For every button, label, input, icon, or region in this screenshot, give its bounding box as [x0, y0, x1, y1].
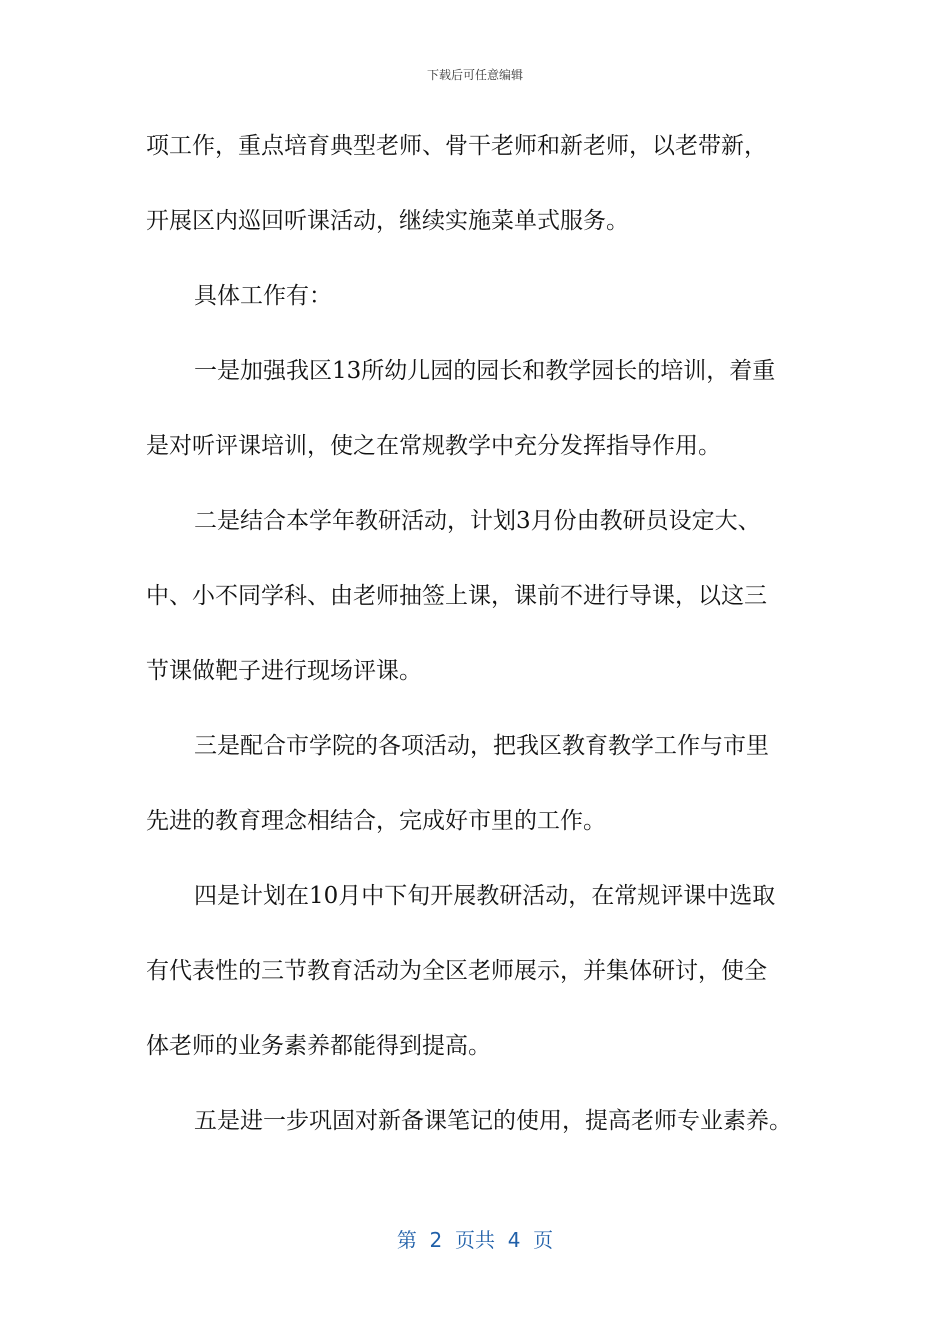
text-line: 先进的教育理念相结合，完成好市里的工作。: [146, 808, 606, 834]
text-line: 体老师的业务素养都能得到提高。: [146, 1033, 491, 1059]
text-line: 中、小不同学科、由老师抽签上课，课前不进行导课，以这三: [146, 583, 767, 609]
text-line: 一是加强我区13所幼儿园的园长和教学园长的培训，着重: [194, 358, 776, 384]
text-line: 二是结合本学年教研活动，计划3月份由教研员设定大、: [194, 508, 761, 534]
text-line: 四是计划在10月中下旬开展教研活动，在常规评课中选取: [194, 883, 776, 909]
text-line: 三是配合市学院的各项活动，把我区教育教学工作与市里: [194, 733, 769, 759]
text-line: 具体工作有：: [194, 283, 332, 309]
page-number-footer: 第 2 页共 4 页: [396, 1228, 554, 1252]
text-line: 五是进一步巩固对新备课笔记的使用，提高老师专业素养。: [194, 1108, 792, 1134]
text-line: 项工作，重点培育典型老师、骨干老师和新老师，以老带新，: [146, 133, 767, 159]
text-line: 节课做靶子进行现场评课。: [146, 658, 422, 684]
document-body: [146, 120, 810, 1170]
page-header: 下载后可任意编辑: [426, 68, 523, 82]
text-line: 开展区内巡回听课活动，继续实施菜单式服务。: [146, 208, 629, 234]
text-line: 是对听评课培训，使之在常规教学中充分发挥指导作用。: [146, 433, 721, 459]
text-line: 有代表性的三节教育活动为全区老师展示，并集体研讨，使全: [146, 958, 767, 984]
